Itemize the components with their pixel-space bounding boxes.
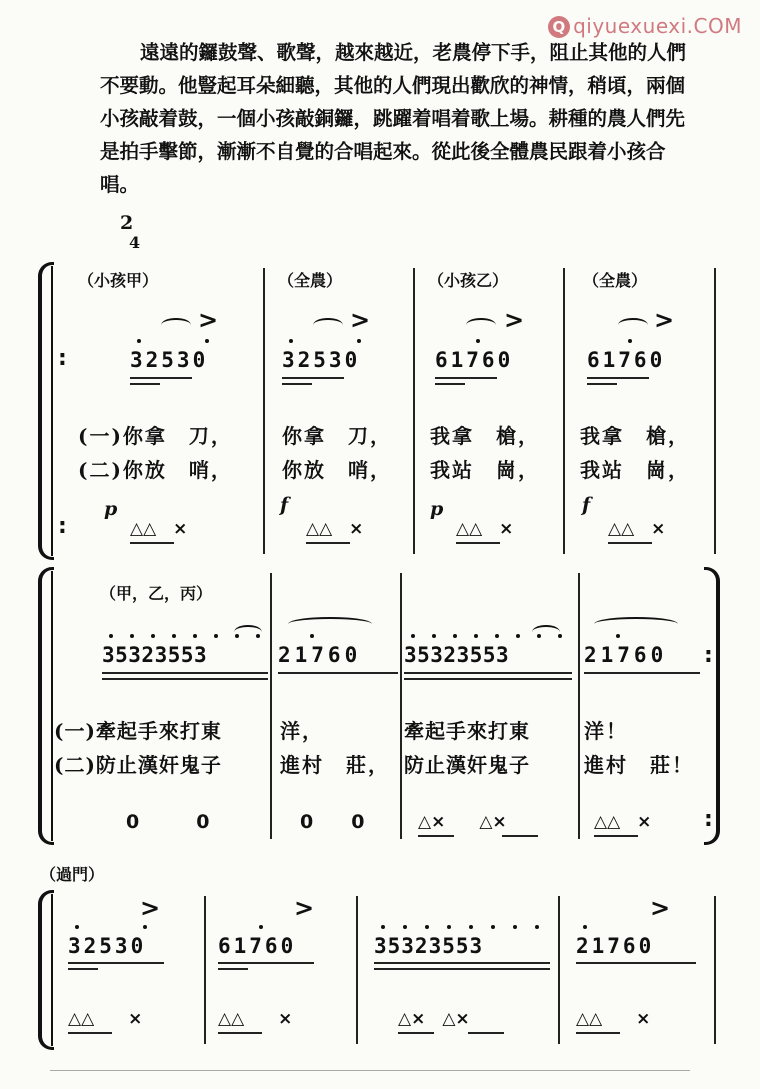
melody-notes: 35323553 (374, 934, 484, 958)
octave-dot (616, 634, 620, 638)
octave-dot (535, 925, 539, 929)
page-edge-line (50, 1070, 690, 1071)
beam-underline (278, 672, 398, 674)
percussion-pattern: 0 0 (300, 811, 365, 833)
lyric-verse-2: 我站 崗， (430, 458, 540, 482)
octave-dot (474, 634, 478, 638)
lyric-verse-2: 進村 莊！ (584, 753, 694, 777)
watermark-text: qiyuexuexi.COM (573, 14, 742, 38)
system-brace-inner (51, 266, 53, 556)
octave-dot (75, 925, 79, 929)
melody-notes: 32530 (282, 348, 361, 372)
octave-dot (516, 634, 520, 638)
slur (532, 625, 560, 639)
lyric-verse-1: 我拿 槍， (580, 424, 690, 448)
percussion-underline (68, 1032, 112, 1034)
octave-dot (289, 339, 293, 343)
beam-underline (282, 377, 344, 379)
slur (288, 617, 372, 631)
octave-dot (381, 925, 385, 929)
percussion-underline (130, 542, 174, 544)
barline (558, 896, 560, 1044)
time-signature-numerator: 2 (120, 212, 134, 234)
accent-mark: > (140, 894, 161, 922)
octave-dot (151, 634, 155, 638)
part-label: （小孩乙） (428, 271, 509, 290)
accent-mark: > (294, 894, 315, 922)
lyric-verse-1: (一)你拿 刀， (78, 424, 233, 448)
octave-dot (425, 925, 429, 929)
percussion-pattern: △× △× (398, 1009, 470, 1029)
beam-underline (587, 383, 617, 385)
percussion-underline (456, 542, 500, 544)
slur (161, 318, 191, 332)
percussion-underline (398, 1032, 434, 1034)
melody-notes: 21760 (584, 643, 668, 667)
system-brace-inner (51, 571, 53, 841)
accent-mark: > (504, 306, 525, 334)
octave-dot (432, 634, 436, 638)
percussion-underline (608, 542, 652, 544)
melody-notes: 35323553 (404, 643, 510, 667)
repeat-sign-end: : (704, 643, 713, 668)
beam-underline (587, 377, 649, 379)
octave-dot (403, 925, 407, 929)
time-signature (120, 213, 140, 253)
part-label: （全農） (278, 271, 343, 290)
octave-dot (137, 339, 141, 343)
slur (313, 318, 343, 332)
lyric-verse-1: 你拿 刀， (282, 424, 392, 448)
lyric-verse-1: 洋， (280, 719, 324, 743)
octave-dot (411, 634, 415, 638)
octave-dot (357, 339, 361, 343)
beam-underline (130, 383, 160, 385)
percussion-pattern: △△ × (576, 1009, 651, 1029)
site-watermark (548, 14, 742, 38)
slur (466, 318, 496, 332)
percussion-pattern: △△ × (306, 519, 364, 539)
lyric-verse-2: 我站 崗， (580, 458, 690, 482)
repeat-sign-start-perc: : (58, 514, 67, 539)
dynamic-mark: f (582, 494, 591, 516)
percussion-pattern: △△ × (456, 519, 514, 539)
percussion-pattern: △△ × (68, 1009, 143, 1029)
percussion-underline (468, 1032, 504, 1034)
octave-dot (235, 634, 239, 638)
octave-dot (628, 339, 632, 343)
dynamic-mark: f (280, 494, 289, 516)
score-system-1 (38, 262, 720, 560)
beam-underline (576, 962, 696, 964)
melody-notes: 21760 (576, 934, 655, 958)
part-label: （全農） (583, 271, 648, 290)
barline-end (714, 896, 716, 1044)
beam-underline (374, 962, 550, 964)
lyric-verse-2: (二)防止漢奸鬼子 (54, 753, 222, 777)
system-brace-inner (51, 894, 53, 1046)
octave-dot (130, 634, 134, 638)
lyric-verse-1: 洋！ (584, 719, 628, 743)
percussion-pattern: △× △× (418, 812, 507, 832)
barline (400, 573, 402, 839)
percussion-pattern: △△ × (218, 1009, 293, 1029)
time-signature-denominator: 4 (129, 233, 141, 252)
dynamic-mark: p (104, 498, 118, 520)
octave-dot (558, 634, 562, 638)
beam-underline (282, 383, 312, 385)
lyric-verse-2: 進村 莊， (280, 753, 390, 777)
melody-notes: 32530 (130, 348, 209, 372)
lyric-verse-1: (一)牽起手來打東 (54, 719, 222, 743)
accent-mark: > (350, 306, 371, 334)
beam-underline (130, 377, 192, 379)
octave-dot (172, 634, 176, 638)
octave-dot (193, 634, 197, 638)
percussion-underline (306, 542, 350, 544)
system-brace-right (704, 567, 720, 845)
slur (618, 318, 648, 332)
octave-dot (513, 925, 517, 929)
octave-dot (143, 925, 147, 929)
stage-direction-text: 遠遠的鑼鼓聲、歌聲，越來越近，老農停下手，阻止其他的人們不要動。他豎起耳朵細聽，其他的人們現出歡欣的神情，稍頃，兩個小孩敲着鼓，一個小孩敲銅鑼，跳躍着唱着歌上場。耕種的農人們先是拍手擊節，漸漸不自覺的合唱起來。從此後全體農民跟着小孩合唱。 (100, 41, 687, 196)
octave-dot (259, 925, 263, 929)
beam-underline (584, 672, 700, 674)
beam-underline (435, 377, 497, 379)
slur (594, 617, 678, 631)
octave-dot (447, 925, 451, 929)
octave-dot (476, 339, 480, 343)
lyric-verse-2: 防止漢奸鬼子 (404, 753, 530, 777)
percussion-underline (502, 835, 538, 837)
interlude-label: （過門） (40, 865, 105, 884)
repeat-sign-start: : (58, 346, 67, 371)
melody-notes: 61760 (587, 348, 666, 372)
octave-dot (109, 634, 113, 638)
percussion-underline (594, 835, 638, 837)
barline (263, 268, 265, 554)
octave-dot (453, 634, 457, 638)
part-label: （甲，乙，丙） (100, 584, 213, 603)
barline (270, 573, 272, 839)
dynamic-mark: p (430, 498, 444, 520)
lyric-verse-2: 你放 哨， (282, 458, 392, 482)
beam-underline (102, 678, 268, 680)
octave-dot (214, 634, 218, 638)
barline (204, 896, 206, 1044)
barline (578, 573, 580, 839)
octave-dot (469, 925, 473, 929)
score-system-2 (38, 567, 720, 845)
percussion-pattern: △△ × (608, 519, 666, 539)
accent-mark: > (650, 894, 671, 922)
octave-dot (495, 634, 499, 638)
percussion-pattern: △△ × (130, 519, 188, 539)
melody-notes: 35323553 (102, 643, 208, 667)
melody-notes: 21760 (278, 643, 362, 667)
melody-notes: 32530 (68, 934, 147, 958)
octave-dot (310, 634, 314, 638)
barline (356, 896, 358, 1044)
beam-underline (68, 968, 98, 970)
octave-dot (256, 634, 260, 638)
octave-dot (491, 925, 495, 929)
beam-underline (404, 672, 572, 674)
percussion-underline (418, 835, 454, 837)
beam-underline (68, 962, 164, 964)
beam-underline (374, 968, 550, 970)
barline (413, 268, 415, 554)
beam-underline (218, 968, 248, 970)
percussion-underline (576, 1032, 620, 1034)
repeat-sign-end-perc: : (704, 807, 713, 832)
percussion-pattern: △△ × (594, 812, 652, 832)
melody-notes: 61760 (218, 934, 297, 958)
melody-notes: 61760 (435, 348, 514, 372)
lyric-verse-2: (二)你放 哨， (78, 458, 233, 482)
beam-underline (102, 672, 268, 674)
octave-dot (537, 634, 541, 638)
part-label: （小孩甲） (78, 271, 159, 290)
stage-direction-paragraph (100, 36, 700, 201)
accent-mark: > (654, 306, 675, 334)
lyric-verse-1: 我拿 槍， (430, 424, 540, 448)
octave-dot (205, 339, 209, 343)
q-logo-icon: Q (548, 16, 570, 38)
beam-underline (404, 678, 572, 680)
barline-end (714, 268, 716, 554)
beam-underline (218, 962, 314, 964)
accent-mark: > (198, 306, 219, 334)
percussion-pattern: 0 0 (126, 811, 210, 833)
percussion-underline (218, 1032, 262, 1034)
beam-underline (435, 383, 465, 385)
score-system-3 (38, 890, 720, 1050)
lyric-verse-1: 牽起手來打東 (404, 719, 530, 743)
octave-dot (583, 925, 587, 929)
barline (563, 268, 565, 554)
